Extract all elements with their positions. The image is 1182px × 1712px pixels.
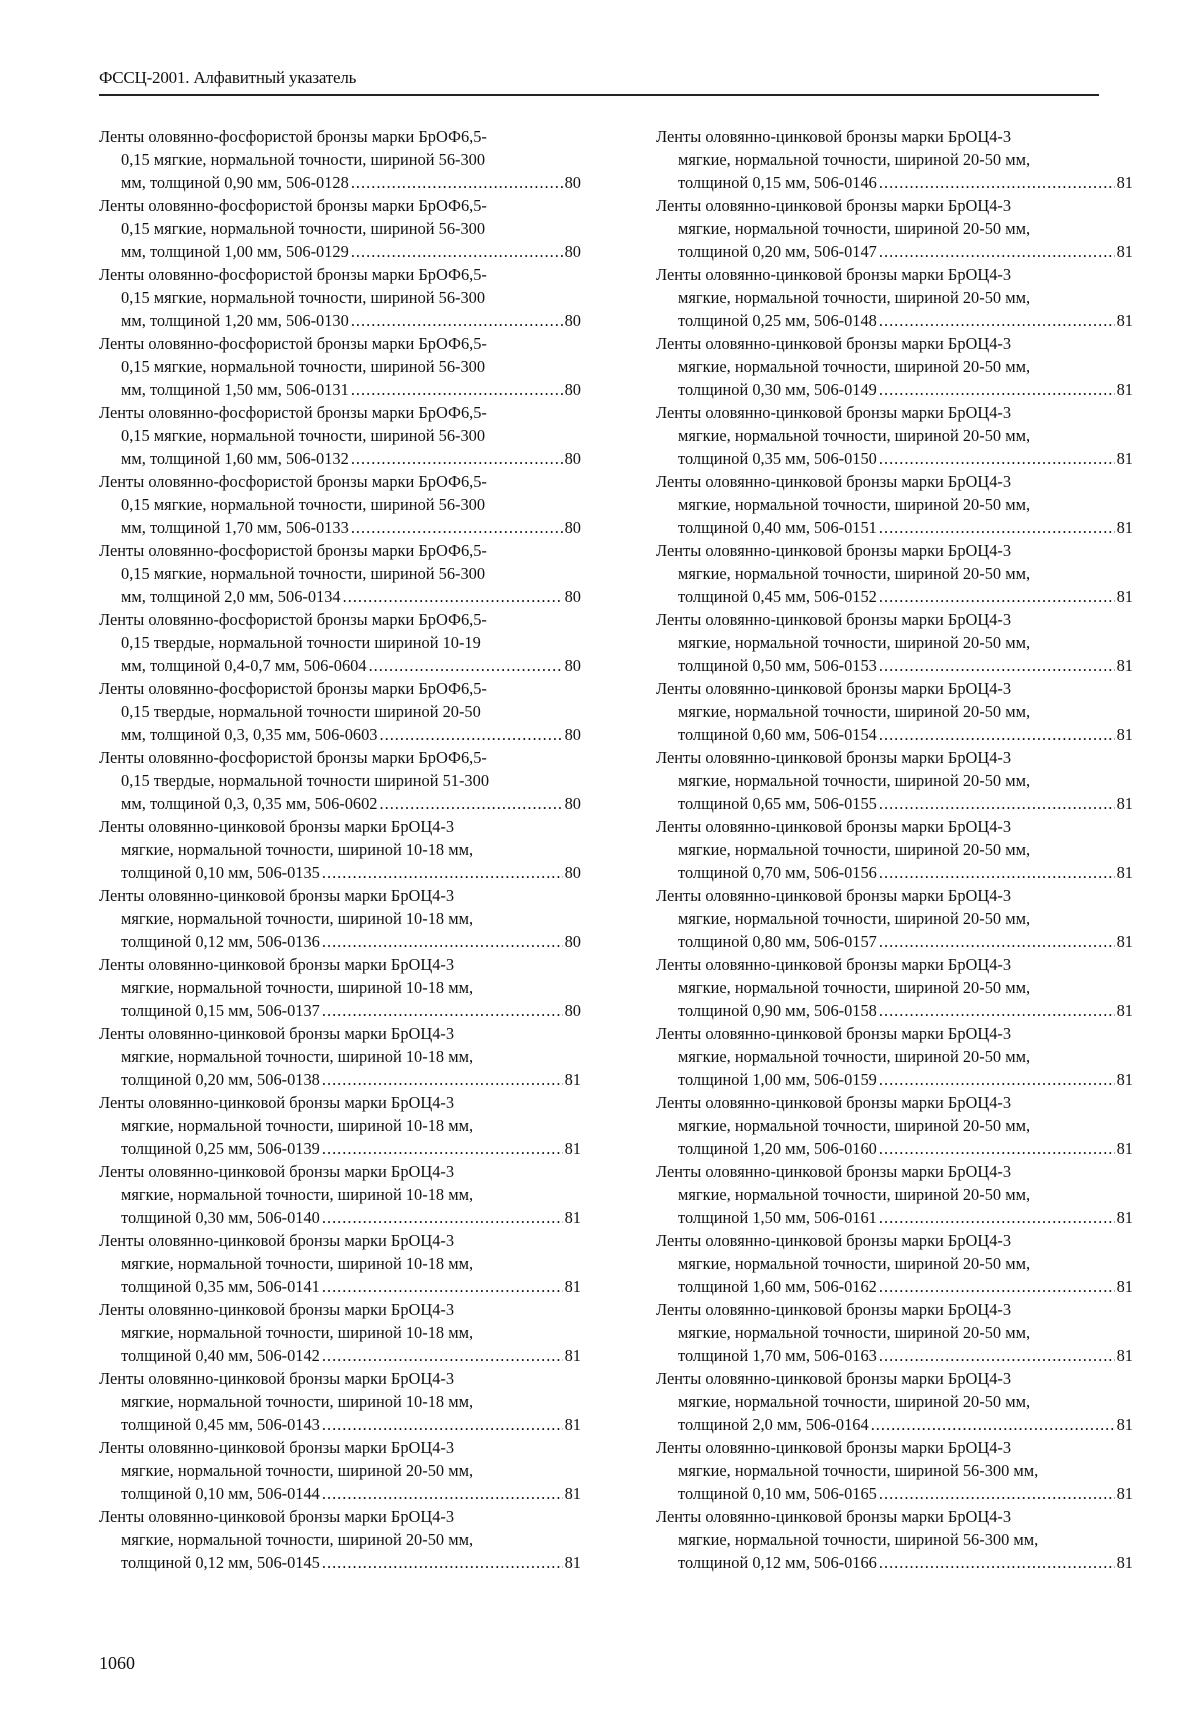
dot-leader — [322, 1068, 563, 1091]
entry-code: мм, толщиной 0,3, 0,35 мм, 506-0602 — [121, 794, 378, 813]
dot-leader — [879, 1551, 1115, 1574]
entry-code: толщиной 0,30 мм, 506-0140 — [121, 1208, 320, 1227]
dot-leader — [322, 1275, 563, 1298]
entry-page-ref: 80 — [564, 242, 581, 261]
entry-code-line — [656, 930, 1133, 953]
entry-spec-line: мягкие, нормальной точности, шириной 56-300 мм, — [678, 1461, 1039, 1480]
entry-code-line — [656, 309, 1133, 332]
entry-code-line — [656, 378, 1133, 401]
dot-leader — [879, 1344, 1115, 1367]
entry-spec-line: мягкие, нормальной точности, шириной 20-50 мм, — [678, 1323, 1031, 1342]
entry-code: толщиной 0,35 мм, 506-0150 — [678, 449, 877, 468]
entry-code: толщиной 0,45 мм, 506-0152 — [678, 587, 877, 606]
index-entry — [99, 1436, 581, 1505]
index-entry — [656, 1091, 1133, 1160]
entry-spec-line: мягкие, нормальной точности, шириной 20-50 мм, — [678, 771, 1031, 790]
entry-code-line — [99, 1482, 581, 1505]
page-number: 1060 — [99, 1653, 135, 1673]
index-entry — [656, 125, 1133, 194]
entry-code-line — [656, 999, 1133, 1022]
index-entry — [656, 884, 1133, 953]
entry-page-ref: 81 — [1116, 1484, 1133, 1503]
entry-code-line — [656, 1137, 1133, 1160]
entry-spec-line: мягкие, нормальной точности, шириной 20-50 мм, — [678, 1392, 1031, 1411]
entry-code: толщиной 0,20 мм, 506-0147 — [678, 242, 877, 261]
index-entry — [99, 194, 581, 263]
entry-code-line — [656, 585, 1133, 608]
entry-code: толщиной 0,20 мм, 506-0138 — [121, 1070, 320, 1089]
entry-title-line: Ленты оловянно-цинковой бронзы марки БрОЦ4-3 — [99, 817, 455, 836]
entry-code-line — [99, 654, 581, 677]
entry-code: толщиной 0,12 мм, 506-0136 — [121, 932, 320, 951]
entry-page-ref: 81 — [1116, 1277, 1133, 1296]
dot-leader — [879, 723, 1115, 746]
entry-code-line — [99, 309, 581, 332]
index-entry — [656, 608, 1133, 677]
entry-title-line: Ленты оловянно-цинковой бронзы марки БрОЦ4-3 — [656, 1162, 1012, 1181]
entry-title-line: Ленты оловянно-цинковой бронзы марки БрОЦ4-3 — [656, 748, 1012, 767]
entry-page-ref: 80 — [564, 587, 581, 606]
entry-title-line: Ленты оловянно-фосфористой бронзы марки БрОФ6,5- — [99, 334, 487, 353]
entry-page-ref: 81 — [1116, 449, 1133, 468]
dot-leader — [879, 516, 1115, 539]
index-entry — [99, 1022, 581, 1091]
entry-spec-line: 0,15 твердые, нормальной точности шириной 10-19 — [121, 633, 481, 652]
dot-leader — [380, 792, 563, 815]
entry-spec-line: мягкие, нормальной точности, шириной 20-50 мм, — [678, 357, 1031, 376]
entry-spec-line: мягкие, нормальной точности, шириной 20-50 мм, — [678, 1185, 1031, 1204]
entry-spec-line: мягкие, нормальной точности, шириной 20-50 мм, — [121, 1461, 474, 1480]
entry-page-ref: 81 — [1116, 1001, 1133, 1020]
entry-title-line: Ленты оловянно-фосфористой бронзы марки БрОФ6,5- — [99, 403, 487, 422]
index-entry — [99, 401, 581, 470]
entry-spec-line: мягкие, нормальной точности, шириной 10-18 мм, — [121, 1392, 474, 1411]
entry-code: мм, толщиной 1,60 мм, 506-0132 — [121, 449, 349, 468]
entry-code-line — [99, 723, 581, 746]
entry-page-ref: 80 — [564, 1001, 581, 1020]
dot-leader — [879, 930, 1115, 953]
entry-code: толщиной 0,35 мм, 506-0141 — [121, 1277, 320, 1296]
entry-code: мм, толщиной 1,20 мм, 506-0130 — [121, 311, 349, 330]
entry-code: толщиной 0,70 мм, 506-0156 — [678, 863, 877, 882]
entry-code: толщиной 1,50 мм, 506-0161 — [678, 1208, 877, 1227]
index-entry — [656, 1229, 1133, 1298]
entry-page-ref: 80 — [564, 794, 581, 813]
entry-title-line: Ленты оловянно-фосфористой бронзы марки БрОФ6,5- — [99, 748, 487, 767]
entry-title-line: Ленты оловянно-цинковой бронзы марки БрОЦ4-3 — [656, 1093, 1012, 1112]
entry-page-ref: 81 — [564, 1484, 581, 1503]
entry-code-line — [99, 378, 581, 401]
index-entry — [99, 677, 581, 746]
entry-spec-line: 0,15 мягкие, нормальной точности, шириной 56-300 — [121, 288, 486, 307]
entry-page-ref: 81 — [1116, 311, 1133, 330]
entry-page-ref: 81 — [1116, 587, 1133, 606]
entry-code-line — [99, 1068, 581, 1091]
index-entry — [656, 1367, 1133, 1436]
entry-title-line: Ленты оловянно-цинковой бронзы марки БрОЦ4-3 — [656, 1507, 1012, 1526]
entry-title-line: Ленты оловянно-фосфористой бронзы марки БрОФ6,5- — [99, 610, 487, 629]
entry-spec-line: 0,15 мягкие, нормальной точности, шириной 56-300 — [121, 426, 486, 445]
entry-code-line — [656, 792, 1133, 815]
dot-leader — [322, 1551, 563, 1574]
entry-title-line: Ленты оловянно-фосфористой бронзы марки БрОФ6,5- — [99, 265, 487, 284]
entry-code-line — [656, 1482, 1133, 1505]
dot-leader — [322, 930, 563, 953]
dot-leader — [879, 861, 1115, 884]
entry-spec-line: мягкие, нормальной точности, шириной 20-50 мм, — [678, 564, 1031, 583]
entry-code: толщиной 0,90 мм, 506-0158 — [678, 1001, 877, 1020]
entry-title-line: Ленты оловянно-цинковой бронзы марки БрОЦ4-3 — [656, 1231, 1012, 1250]
dot-leader — [322, 861, 563, 884]
entry-page-ref: 81 — [564, 1553, 581, 1572]
entry-spec-line: мягкие, нормальной точности, шириной 20-50 мм, — [678, 909, 1031, 928]
entry-code-line — [99, 447, 581, 470]
entry-code-line — [99, 1206, 581, 1229]
entry-spec-line: мягкие, нормальной точности, шириной 20-50 мм, — [678, 288, 1031, 307]
entry-page-ref: 81 — [1116, 1553, 1133, 1572]
entry-code: толщиной 0,15 мм, 506-0146 — [678, 173, 877, 192]
entry-title-line: Ленты оловянно-цинковой бронзы марки БрОЦ4-3 — [656, 334, 1012, 353]
entry-spec-line: мягкие, нормальной точности, шириной 10-18 мм, — [121, 1254, 474, 1273]
index-entry — [656, 953, 1133, 1022]
entry-spec-line: мягкие, нормальной точности, шириной 10-18 мм, — [121, 1116, 474, 1135]
index-entry — [99, 1229, 581, 1298]
entry-code: толщиной 0,45 мм, 506-0143 — [121, 1415, 320, 1434]
entry-spec-line: 0,15 мягкие, нормальной точности, шириной 56-300 — [121, 357, 486, 376]
index-entry — [656, 1298, 1133, 1367]
entry-title-line: Ленты оловянно-цинковой бронзы марки БрОЦ4-3 — [656, 403, 1012, 422]
entry-code: мм, толщиной 1,00 мм, 506-0129 — [121, 242, 349, 261]
entry-page-ref: 81 — [564, 1070, 581, 1089]
dot-leader — [879, 585, 1115, 608]
index-entry — [99, 1298, 581, 1367]
entry-title-line: Ленты оловянно-цинковой бронзы марки БрОЦ4-3 — [656, 610, 1012, 629]
entry-title-line: Ленты оловянно-цинковой бронзы марки БрОЦ4-3 — [656, 1024, 1012, 1043]
entry-code-line — [656, 1068, 1133, 1091]
index-entry — [656, 194, 1133, 263]
entry-code: толщиной 0,15 мм, 506-0137 — [121, 1001, 320, 1020]
entry-code: толщиной 2,0 мм, 506-0164 — [678, 1415, 869, 1434]
entry-page-ref: 81 — [564, 1208, 581, 1227]
entry-page-ref: 80 — [564, 380, 581, 399]
entry-page-ref: 80 — [564, 656, 581, 675]
entry-page-ref: 80 — [564, 449, 581, 468]
entry-code-line — [99, 171, 581, 194]
entry-code-line — [99, 930, 581, 953]
entry-title-line: Ленты оловянно-цинковой бронзы марки БрОЦ4-3 — [656, 955, 1012, 974]
entry-spec-line: мягкие, нормальной точности, шириной 20-50 мм, — [678, 978, 1031, 997]
entry-code: толщиной 0,25 мм, 506-0139 — [121, 1139, 320, 1158]
index-entry — [99, 608, 581, 677]
entry-code: толщиной 0,65 мм, 506-0155 — [678, 794, 877, 813]
entry-page-ref: 80 — [564, 173, 581, 192]
entry-title-line: Ленты оловянно-фосфористой бронзы марки БрОФ6,5- — [99, 472, 487, 491]
index-entry — [99, 470, 581, 539]
dot-leader — [322, 1482, 563, 1505]
index-entry — [99, 125, 581, 194]
dot-leader — [322, 1206, 563, 1229]
entry-code: толщиной 0,30 мм, 506-0149 — [678, 380, 877, 399]
entry-code-line — [99, 999, 581, 1022]
entry-code: толщиной 0,80 мм, 506-0157 — [678, 932, 877, 951]
entry-page-ref: 81 — [564, 1346, 581, 1365]
entry-spec-line: мягкие, нормальной точности, шириной 20-50 мм, — [678, 150, 1031, 169]
entry-title-line: Ленты оловянно-цинковой бронзы марки БрОЦ4-3 — [99, 1369, 455, 1388]
dot-leader — [351, 516, 563, 539]
entry-code: мм, толщиной 1,70 мм, 506-0133 — [121, 518, 349, 537]
dot-leader — [343, 585, 563, 608]
entry-title-line: Ленты оловянно-цинковой бронзы марки БрОЦ4-3 — [656, 541, 1012, 560]
entry-title-line: Ленты оловянно-цинковой бронзы марки БрОЦ4-3 — [99, 886, 455, 905]
entry-code: толщиной 0,40 мм, 506-0142 — [121, 1346, 320, 1365]
index-entry — [656, 1160, 1133, 1229]
dot-leader — [879, 171, 1115, 194]
entry-title-line: Ленты оловянно-цинковой бронзы марки БрОЦ4-3 — [99, 1024, 455, 1043]
dot-leader — [351, 171, 563, 194]
entry-title-line: Ленты оловянно-цинковой бронзы марки БрОЦ4-3 — [99, 955, 455, 974]
index-entry — [656, 401, 1133, 470]
entry-page-ref: 80 — [564, 932, 581, 951]
index-column-right — [656, 125, 1133, 1574]
entry-page-ref: 81 — [1116, 932, 1133, 951]
entry-code: толщиной 0,40 мм, 506-0151 — [678, 518, 877, 537]
entry-code-line — [99, 792, 581, 815]
index-entry — [99, 1091, 581, 1160]
entry-code-line — [99, 240, 581, 263]
index-entry — [99, 332, 581, 401]
entry-code-line — [656, 516, 1133, 539]
entry-code: толщиной 0,10 мм, 506-0165 — [678, 1484, 877, 1503]
dot-leader — [879, 309, 1115, 332]
entry-title-line: Ленты оловянно-фосфористой бронзы марки БрОФ6,5- — [99, 541, 487, 560]
entry-title-line: Ленты оловянно-цинковой бронзы марки БрОЦ4-3 — [656, 265, 1012, 284]
dot-leader — [879, 1137, 1115, 1160]
entry-spec-line: мягкие, нормальной точности, шириной 20-50 мм, — [678, 1047, 1031, 1066]
dot-leader — [879, 1206, 1115, 1229]
entry-spec-line: мягкие, нормальной точности, шириной 20-50 мм, — [678, 495, 1031, 514]
entry-code: толщиной 1,00 мм, 506-0159 — [678, 1070, 877, 1089]
entry-title-line: Ленты оловянно-цинковой бронзы марки БрОЦ4-3 — [656, 886, 1012, 905]
dot-leader — [380, 723, 563, 746]
entry-code: толщиной 0,10 мм, 506-0135 — [121, 863, 320, 882]
index-entry — [99, 884, 581, 953]
entry-code-line — [99, 861, 581, 884]
dot-leader — [322, 1137, 563, 1160]
entry-page-ref: 81 — [1116, 1070, 1133, 1089]
entry-code-line — [99, 1551, 581, 1574]
index-entry — [99, 263, 581, 332]
entry-spec-line: 0,15 мягкие, нормальной точности, шириной 56-300 — [121, 495, 486, 514]
dot-leader — [351, 309, 563, 332]
index-entry — [656, 677, 1133, 746]
entry-spec-line: 0,15 твердые, нормальной точности шириной 51-300 — [121, 771, 490, 790]
entry-page-ref: 80 — [564, 863, 581, 882]
entry-code-line — [656, 1206, 1133, 1229]
entry-spec-line: мягкие, нормальной точности, шириной 10-18 мм, — [121, 978, 474, 997]
entry-spec-line: 0,15 мягкие, нормальной точности, шириной 56-300 — [121, 219, 486, 238]
entry-page-ref: 80 — [564, 518, 581, 537]
entry-page-ref: 81 — [1116, 794, 1133, 813]
index-entry — [99, 953, 581, 1022]
entry-page-ref: 81 — [1116, 242, 1133, 261]
entry-code: толщиной 0,25 мм, 506-0148 — [678, 311, 877, 330]
index-entry — [99, 746, 581, 815]
entry-spec-line: мягкие, нормальной точности, шириной 10-18 мм, — [121, 909, 474, 928]
entry-page-ref: 80 — [564, 725, 581, 744]
entry-spec-line: мягкие, нормальной точности, шириной 20-50 мм, — [121, 1530, 474, 1549]
entry-spec-line: мягкие, нормальной точности, шириной 56-300 мм, — [678, 1530, 1039, 1549]
entry-title-line: Ленты оловянно-цинковой бронзы марки БрОЦ4-3 — [656, 1438, 1012, 1457]
index-entry — [656, 470, 1133, 539]
entry-page-ref: 80 — [564, 311, 581, 330]
entry-code-line — [656, 861, 1133, 884]
index-entry — [99, 1367, 581, 1436]
entry-code-line — [99, 1344, 581, 1367]
entry-code: мм, толщиной 2,0 мм, 506-0134 — [121, 587, 341, 606]
entry-spec-line: мягкие, нормальной точности, шириной 20-50 мм, — [678, 1116, 1031, 1135]
index-entry — [99, 815, 581, 884]
index-entry — [99, 1505, 581, 1574]
entry-code: толщиной 0,12 мм, 506-0145 — [121, 1553, 320, 1572]
index-entry — [656, 332, 1133, 401]
entry-spec-line: мягкие, нормальной точности, шириной 20-50 мм, — [678, 702, 1031, 721]
dot-leader — [879, 1482, 1115, 1505]
dot-leader — [351, 240, 563, 263]
entry-code: толщиной 0,12 мм, 506-0166 — [678, 1553, 877, 1572]
entry-title-line: Ленты оловянно-фосфористой бронзы марки БрОФ6,5- — [99, 196, 487, 215]
entry-spec-line: мягкие, нормальной точности, шириной 20-50 мм, — [678, 633, 1031, 652]
entry-code-line — [656, 240, 1133, 263]
entry-spec-line: 0,15 мягкие, нормальной точности, шириной 56-300 — [121, 564, 486, 583]
entry-code-line — [656, 1413, 1133, 1436]
entry-code-line — [656, 447, 1133, 470]
entry-code: толщиной 1,20 мм, 506-0160 — [678, 1139, 877, 1158]
entry-spec-line: мягкие, нормальной точности, шириной 20-50 мм, — [678, 1254, 1031, 1273]
entry-title-line: Ленты оловянно-фосфористой бронзы марки БрОФ6,5- — [99, 127, 487, 146]
entry-spec-line: мягкие, нормальной точности, шириной 10-18 мм, — [121, 1323, 474, 1342]
entry-title-line: Ленты оловянно-цинковой бронзы марки БрОЦ4-3 — [656, 196, 1012, 215]
index-entry — [99, 539, 581, 608]
entry-title-line: Ленты оловянно-цинковой бронзы марки БрОЦ4-3 — [99, 1438, 455, 1457]
entry-code: толщиной 1,60 мм, 506-0162 — [678, 1277, 877, 1296]
entry-page-ref: 81 — [1116, 1139, 1133, 1158]
entry-page-ref: 81 — [1116, 1208, 1133, 1227]
entry-code: мм, толщиной 0,3, 0,35 мм, 506-0603 — [121, 725, 378, 744]
dot-leader — [879, 447, 1115, 470]
dot-leader — [322, 1413, 563, 1436]
entry-title-line: Ленты оловянно-цинковой бронзы марки БрОЦ4-3 — [656, 127, 1012, 146]
entry-title-line: Ленты оловянно-фосфористой бронзы марки БрОФ6,5- — [99, 679, 487, 698]
entry-page-ref: 81 — [1116, 863, 1133, 882]
entry-code-line — [99, 1137, 581, 1160]
dot-leader — [351, 447, 563, 470]
dot-leader — [322, 999, 563, 1022]
dot-leader — [879, 1068, 1115, 1091]
entry-code: мм, толщиной 0,90 мм, 506-0128 — [121, 173, 349, 192]
entry-code-line — [99, 1275, 581, 1298]
index-entry — [656, 815, 1133, 884]
entry-page-ref: 81 — [1116, 725, 1133, 744]
entry-code: толщиной 1,70 мм, 506-0163 — [678, 1346, 877, 1365]
entry-code-line — [656, 171, 1133, 194]
entry-spec-line: мягкие, нормальной точности, шириной 20-50 мм, — [678, 219, 1031, 238]
index-entry — [656, 1022, 1133, 1091]
entry-code: мм, толщиной 0,4-0,7 мм, 506-0604 — [121, 656, 367, 675]
entry-title-line: Ленты оловянно-цинковой бронзы марки БрОЦ4-3 — [99, 1093, 455, 1112]
entry-spec-line: мягкие, нормальной точности, шириной 10-18 мм, — [121, 1185, 474, 1204]
dot-leader — [369, 654, 563, 677]
entry-page-ref: 81 — [1116, 380, 1133, 399]
entry-code-line — [656, 1551, 1133, 1574]
entry-page-ref: 81 — [1116, 518, 1133, 537]
entry-page-ref: 81 — [1116, 173, 1133, 192]
index-entry — [656, 263, 1133, 332]
entry-page-ref: 81 — [564, 1415, 581, 1434]
index-entry — [656, 1436, 1133, 1505]
entry-page-ref: 81 — [564, 1277, 581, 1296]
dot-leader — [871, 1413, 1115, 1436]
entry-code-line — [656, 723, 1133, 746]
entry-spec-line: 0,15 твердые, нормальной точности шириной 20-50 — [121, 702, 481, 721]
entry-code-line — [656, 1275, 1133, 1298]
entry-title-line: Ленты оловянно-цинковой бронзы марки БрОЦ4-3 — [99, 1300, 455, 1319]
index-entry — [656, 1505, 1133, 1574]
entry-code: толщиной 0,50 мм, 506-0153 — [678, 656, 877, 675]
entry-code-line — [99, 585, 581, 608]
entry-code-line — [99, 1413, 581, 1436]
entry-spec-line: мягкие, нормальной точности, шириной 10-18 мм, — [121, 840, 474, 859]
entry-page-ref: 81 — [1116, 656, 1133, 675]
entry-code-line — [656, 654, 1133, 677]
entry-title-line: Ленты оловянно-цинковой бронзы марки БрОЦ4-3 — [656, 1369, 1012, 1388]
entry-page-ref: 81 — [1116, 1346, 1133, 1365]
entry-title-line: Ленты оловянно-цинковой бронзы марки БрОЦ4-3 — [656, 472, 1012, 491]
entry-spec-line: 0,15 мягкие, нормальной точности, шириной 56-300 — [121, 150, 486, 169]
entry-code-line — [656, 1344, 1133, 1367]
entry-title-line: Ленты оловянно-цинковой бронзы марки БрОЦ4-3 — [99, 1162, 455, 1181]
entry-title-line: Ленты оловянно-цинковой бронзы марки БрОЦ4-3 — [656, 679, 1012, 698]
dot-leader — [351, 378, 563, 401]
dot-leader — [879, 240, 1115, 263]
entry-code: толщиной 0,60 мм, 506-0154 — [678, 725, 877, 744]
entry-code: мм, толщиной 1,50 мм, 506-0131 — [121, 380, 349, 399]
running-header: ФССЦ-2001. Алфавитный указатель — [99, 68, 357, 87]
entry-page-ref: 81 — [1116, 1415, 1133, 1434]
dot-leader — [879, 792, 1115, 815]
dot-leader — [879, 654, 1115, 677]
dot-leader — [879, 378, 1115, 401]
header-rule — [99, 94, 1099, 96]
dot-leader — [879, 1275, 1115, 1298]
entry-spec-line: мягкие, нормальной точности, шириной 10-18 мм, — [121, 1047, 474, 1066]
entry-spec-line: мягкие, нормальной точности, шириной 20-50 мм, — [678, 426, 1031, 445]
dot-leader — [322, 1344, 563, 1367]
entry-title-line: Ленты оловянно-цинковой бронзы марки БрОЦ4-3 — [656, 817, 1012, 836]
entry-title-line: Ленты оловянно-цинковой бронзы марки БрОЦ4-3 — [99, 1231, 455, 1250]
entry-title-line: Ленты оловянно-цинковой бронзы марки БрОЦ4-3 — [99, 1507, 455, 1526]
dot-leader — [879, 999, 1115, 1022]
entry-page-ref: 81 — [564, 1139, 581, 1158]
entry-code: толщиной 0,10 мм, 506-0144 — [121, 1484, 320, 1503]
index-entry — [656, 746, 1133, 815]
entry-spec-line: мягкие, нормальной точности, шириной 20-50 мм, — [678, 840, 1031, 859]
index-entry — [99, 1160, 581, 1229]
index-column-left — [99, 125, 581, 1574]
entry-title-line: Ленты оловянно-цинковой бронзы марки БрОЦ4-3 — [656, 1300, 1012, 1319]
index-entry — [656, 539, 1133, 608]
entry-code-line — [99, 516, 581, 539]
